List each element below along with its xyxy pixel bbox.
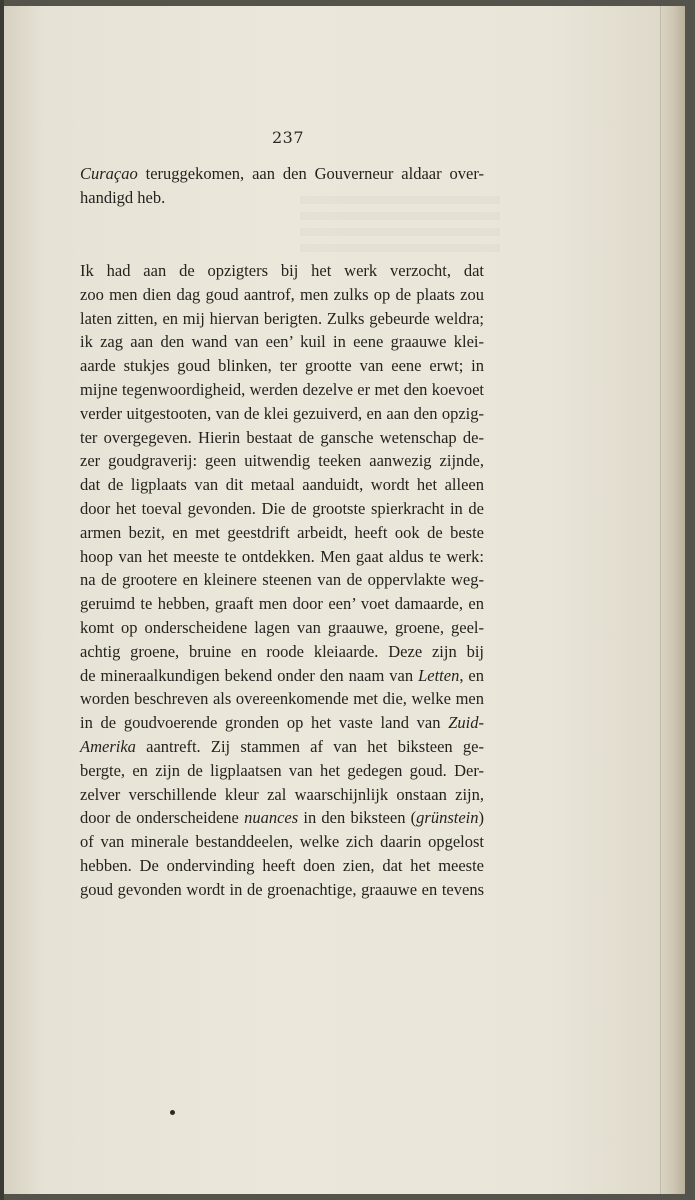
text-line: verder uitgestooten, van de klei gezuiverd, en aan den opzig-	[80, 403, 484, 423]
text-line: bergte, en zijn de ligplaatsen van het gedegen goud. Der-	[80, 760, 484, 780]
text-line: laten zitten, en mij hiervan berigten. Zulks gebeurde weldra;	[80, 308, 484, 328]
text-line: door het toeval gevonden. Die de grootste spierkracht in de	[80, 498, 484, 518]
text-line: de mineraalkundigen bekend onder den naam van Letten, en	[80, 665, 484, 685]
text-line: aarde stukjes goud blinken, ter grootte van eene erwt; in	[80, 356, 484, 376]
term-italic: nuances	[244, 808, 299, 828]
place-name-italic: Curaçao	[80, 164, 138, 183]
text-line: ter overgegeven. Hierin bestaat de gansche wetenschap de-	[80, 427, 484, 447]
text-line: Curaçao teruggekomen, aan den Gouverneur aldaar over-	[80, 164, 484, 183]
text-line: in de goudvoerende gronden op het vaste land van Zuid-	[80, 713, 484, 733]
paragraph-main	[80, 259, 484, 902]
text-line: armen bezit, en met geestdrift arbeidt, heeft ook de beste	[80, 522, 484, 542]
term-italic: Letten	[418, 665, 460, 685]
text-line: geruimd te hebben, graaft men door een’ voet damaarde, en	[80, 594, 484, 614]
term-italic: grünstein	[416, 808, 479, 828]
text-line: zelver verschillende kleur zal waarschijnlijk onstaan zijn,	[80, 784, 484, 804]
text-line: goud gevonden wordt in de groenachtige, graauwe en tevens	[80, 879, 484, 899]
text-line: komt op onderscheidene lagen van graauwe, groene, geel-	[80, 617, 484, 637]
text-line: achtig groene, bruine en roode kleiaarde. Deze zijn bij	[80, 641, 484, 661]
text-line: zoo men dien dag goud aantrof, men zulks op de plaats zou	[80, 284, 484, 304]
place-name-italic: Zuid-	[448, 713, 484, 733]
text-line: zer goudgraverij: geen uitwendig teeken aanwezig zijnde,	[80, 451, 484, 471]
text-line: worden beschreven als overeenkomende met die, welke men	[80, 689, 484, 709]
text-line: door de onderscheidene nuances in den biksteen (grünstein)	[80, 808, 485, 828]
text-line: Ik had aan de opzigters bij het werk verzocht, dat	[80, 261, 484, 280]
text-line: hoop van het meeste te ontdekken. Men gaat aldus te werk:	[80, 546, 484, 566]
text-line: Amerika aantreft. Zij stammen af van het biksteen ge-	[80, 736, 484, 756]
text-line: mijne tegenwoordigheid, werden dezelve er met den koevoet	[80, 379, 484, 399]
page-edge-fold	[660, 6, 685, 1194]
place-name-italic: Amerika	[80, 736, 136, 756]
ink-speck	[170, 1110, 175, 1115]
text-line: handigd heb.	[80, 187, 166, 207]
text-line: of van minerale bestanddeelen, welke zich daarin opgelost	[80, 832, 484, 852]
paragraph-continuation	[80, 162, 484, 210]
text-line: ik zag aan den wand van een’ kuil in eene graauwe klei-	[80, 332, 484, 352]
text-line: dat de ligplaats van dit metaal aanduidt, wordt het alleen	[80, 475, 484, 495]
text-line: hebben. De ondervinding heeft doen zien, dat het meeste	[80, 855, 484, 875]
text-line: na de grootere en kleinere steenen van de oppervlakte weg-	[80, 570, 484, 590]
page-number: 237	[271, 128, 305, 147]
